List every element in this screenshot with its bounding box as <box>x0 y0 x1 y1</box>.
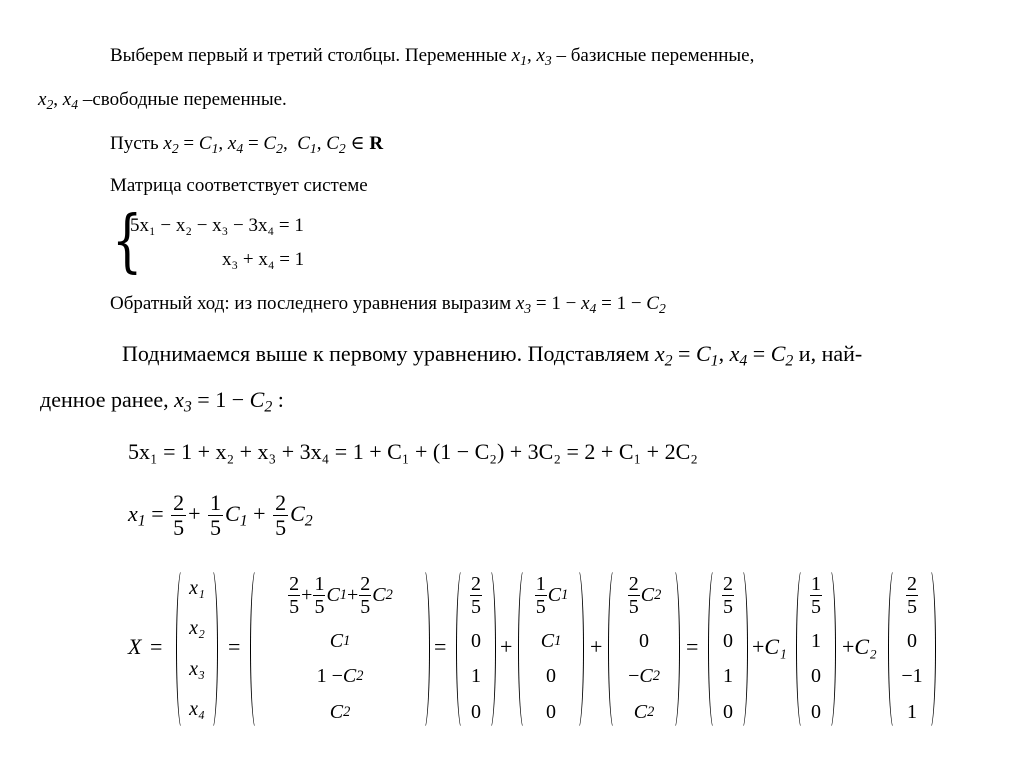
paragraph-4: Матрица соответствует системе <box>110 175 368 196</box>
system-eq-2: x₃ + x₄ = 1 <box>222 249 305 270</box>
system-eq-1: 5x₁ − x₂ − x₃ − 3x₄ = 1 <box>130 215 304 236</box>
vx-3: x₄ <box>189 698 205 721</box>
vg-3: C 2 <box>329 700 351 723</box>
vector-label: X <box>128 634 142 659</box>
vg-0: 2 5 + 1 5 C 1 + 2 5 C 2 <box>289 573 393 619</box>
vector-general <box>250 568 430 730</box>
paragraph-1: Выберем первый и третий столбцы. Переменные $x_1$, $x_3$ – базисные переменные, <box>110 45 755 68</box>
vector-const-2: 2 5 0 1 0 <box>708 568 748 730</box>
vector-c1-part: 1 5 C 1 C 1 0 0 <box>518 568 584 730</box>
text-p7a: денное ранее, <box>40 387 175 412</box>
plus-sign-2: + <box>590 634 603 659</box>
equals-sign-4: = <box>686 634 699 659</box>
vx-1: x₂ <box>189 617 205 640</box>
text-p1a: Выберем первый и третий столбцы. Переменные <box>110 45 512 66</box>
text-p6a: Поднимаемся выше к первому уравнению. Подставляем <box>122 341 655 366</box>
coef-c1: +C₁ <box>752 634 787 659</box>
equals-sign-2: = <box>228 634 241 659</box>
plus-sign-1: + <box>500 634 513 659</box>
equals-sign: = <box>150 634 163 659</box>
vector-x <box>176 568 218 730</box>
vector-basis-1: 1 5 1 0 0 <box>796 568 836 730</box>
paragraph-3: Пусть $x_2 = C_1$, $x_4 = C_2$, $C_1$, $C_2$ ∈ R <box>110 133 384 156</box>
vector-c2-part: 2 5 C 2 0 − C 2 C 2 <box>608 568 680 730</box>
vg-1: C 1 <box>329 629 351 652</box>
vector-basis-2: 2 5 0 −1 1 <box>888 568 936 730</box>
text-p5a: Обратный ход: из последнего уравнения выразим <box>110 293 516 314</box>
text-p1b: базисные переменные, <box>570 45 755 66</box>
vg-2: 1 − C 2 <box>316 665 364 688</box>
vx-0: x₁ <box>189 576 205 599</box>
equals-sign-3: = <box>434 634 447 659</box>
vector-const: 2 5 0 1 0 <box>456 568 496 730</box>
system-brace: { <box>112 202 143 281</box>
paragraph-2: $x_2$, $x_4$ –свободные переменные. <box>38 89 287 112</box>
text-p6b: и, най- <box>793 341 863 366</box>
vx-2: x₃ <box>189 657 205 680</box>
text-p2b: свободные переменные. <box>92 89 287 110</box>
paragraph-5: Обратный ход: из последнего уравнения выразим $x_3 = 1 - x_4 = 1 - C_2$ <box>110 293 666 316</box>
coef-c2: +C₂ <box>842 634 877 659</box>
paragraph-6: Поднимаемся выше к первому уравнению. Подставляем $x_2 = C_1$, $x_4 = C_2$ и, най- <box>122 341 863 370</box>
paragraph-7: денное ранее, $x_3 = 1 - C_2$ : <box>40 387 284 416</box>
text-p3a: Пусть <box>110 133 164 154</box>
equation-5x1: 5x₁ = 1 + x₂ + x₃ + 3x₄ = 1 + C₁ + (1 − C₂) + 3C₂ = 2 + C₁ + 2C₂ <box>128 439 698 464</box>
equation-x1: $x_1$ = $\frac{2}{5}$ + $\frac{1}{5}$ $C_1$ + $\frac{2}{5}$ $C_2$ <box>128 490 313 541</box>
